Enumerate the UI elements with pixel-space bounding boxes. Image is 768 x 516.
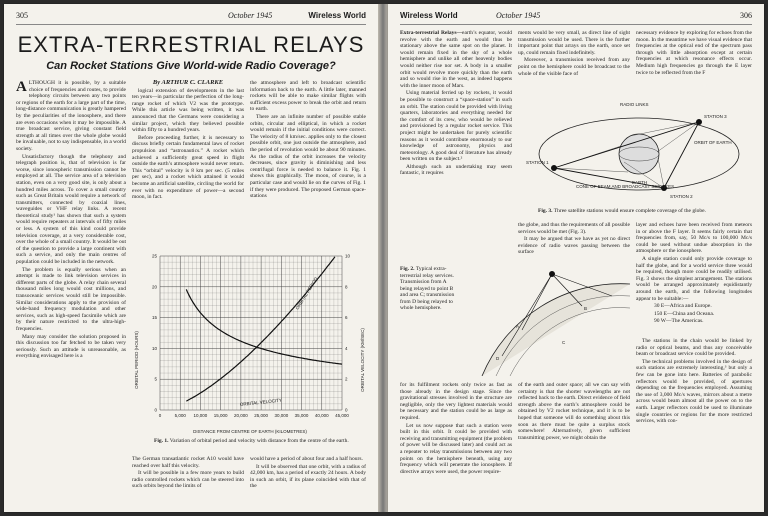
earth-circle bbox=[619, 134, 659, 174]
station-3-label: STATION 3 bbox=[704, 114, 727, 119]
paragraph: The stations in the chain would be linked by radio or optical beams, and thus any conceivable beam or broadcast service could be provided. bbox=[636, 338, 752, 358]
area-c-label: C bbox=[562, 340, 566, 345]
x-tick-label: 20,000 bbox=[234, 413, 248, 418]
y-tick-label-left: 15 bbox=[151, 315, 157, 321]
right-page bbox=[388, 4, 764, 512]
y-axis-left-title: ORBITAL PERIOD (HOURS) bbox=[134, 331, 139, 389]
y-tick-label-right: 2 bbox=[345, 376, 348, 382]
x-tick-label: 15,000 bbox=[213, 413, 228, 418]
radio-links-label: RADIO LINKS bbox=[620, 102, 649, 107]
right-column-3 bbox=[636, 30, 752, 96]
left-page-header bbox=[16, 10, 366, 25]
page-number: 305 bbox=[16, 11, 28, 20]
y-tick-label-left: 20 bbox=[151, 284, 157, 290]
x-tick-label: 25,000 bbox=[254, 413, 268, 418]
figure-3-caption: Fig. 3. Three satellite stations would ensure complete coverage of the globe. bbox=[538, 208, 706, 214]
x-tick-label: 10,000 bbox=[193, 413, 208, 418]
x-tick-label: 5,000 bbox=[174, 413, 186, 418]
right-page-header bbox=[400, 10, 752, 25]
article-title: EXTRA-TERRESTRIAL RELAYS bbox=[17, 32, 365, 57]
left-column-2-bottom bbox=[132, 456, 244, 508]
paragraph: Although such an undertaking may seem fantastic, it requires bbox=[400, 163, 512, 177]
y-tick-label-right: 4 bbox=[345, 345, 348, 351]
cone-of-beam-label: CONE OF BEAM AND BROADCAST SERVICES bbox=[576, 184, 675, 189]
left-column-3 bbox=[250, 80, 366, 244]
paragraph: the atmosphere and left to broadcast scientific information back to the earth. A little later, manned rockets will be able to make similar flights with sufficient excess power to break the orbit and return to earth. bbox=[250, 80, 366, 113]
x-tick-label: 30,000 bbox=[274, 413, 289, 418]
magazine-name: Wireless World bbox=[308, 11, 366, 20]
paragraph: ments would be very small, as direct line of sight transmission would be used. There is the further important point that arrays on the earth, once set up, could remain fixed indefinitely. bbox=[518, 30, 630, 56]
y-tick-label-left: 25 bbox=[151, 253, 157, 259]
longitude-item: 90 W—The Americas. bbox=[654, 318, 704, 325]
paragraph: of the earth and outer space; all we can say with certainty is that the shorter wavelengths are not reflected back to the earth. Direct evidence of field strength above the earth’s atmosphere could be obtained by V2 rocket technique, and it is to be hoped that someone will do something about this soon as there must be quite a surplus stock somewhere! Alternatively, given sufficient transmitting power, we might obtain the bbox=[518, 382, 630, 441]
paragraph: for its fulfilment rockets only twice as fast as those already in the design stage. Since the gravitational stresses involved in the structure are negligible, only the very lightest materials would be necessary and the station could be as large as required. bbox=[400, 382, 512, 421]
paragraph: It may be argued that we have as yet no direct evidence of radio waves passing between the surface bbox=[518, 236, 630, 256]
paragraph: It will be possible in a few more years to build radio controlled rockets which can be steered into such orbits beyond the limits of bbox=[132, 470, 244, 490]
earth-label: EARTH bbox=[632, 180, 648, 185]
left-page bbox=[4, 4, 378, 512]
longitude-item: 30 E—Africa and Europe. bbox=[654, 303, 712, 310]
earth-surface-arc bbox=[482, 284, 630, 376]
paragraph: Using material ferried up by rockets, it would be possible to construct a “space-station” in such an orbit. The station could be provided with living quarters, laboratories and everything needed for the comfort of its crew, who would be relieved and provisioned by a regular rocket service. This project might be undertaken for purely scientific reasons as it would contribute enormously to our knowledge of astronomy, physics and meteorology. A good deal of literature has already been written on the subject.² bbox=[400, 90, 512, 163]
orbital-velocity-label: ORBITAL VELOCITY bbox=[239, 397, 283, 407]
right-column-3-bottom bbox=[636, 338, 752, 508]
point-d-label: D bbox=[496, 356, 500, 361]
paragraph: There are an infinite number of possible stable orbits, circular and elliptical, in which a rocket would remain if the initial conditions were correct. The velocity of 8 km/sec. applies only to the closest possible orbit, one just outside the atmosphere, and the period of revolution would be about 90 minutes. As the radius of the orbit increases the velocity decreases, since gravity is diminishing and less centrifugal force is needed to balance it. Fig. 1 shows this graphically. The moon, of course, is a particular case and would lie on the curves of Fig. 1 if they were produced. The proposed German space-stations bbox=[250, 113, 366, 200]
drop-cap: A bbox=[16, 80, 27, 95]
y-tick-label-left: 0 bbox=[154, 407, 157, 413]
point-a-label: A bbox=[516, 324, 520, 329]
station-1-label: STATION 1 bbox=[526, 160, 549, 165]
station-3-marker bbox=[696, 119, 702, 125]
left-column-1 bbox=[16, 80, 126, 508]
orbital-velocity-curve bbox=[186, 289, 342, 364]
point-b-label: B bbox=[584, 306, 588, 311]
issue-date: October 1945 bbox=[228, 11, 273, 20]
right-column-3-middle bbox=[636, 222, 752, 334]
paragraph: Unsatisfactory though the telephony and telegraph position is, that of television is far worse, since ionospheric transmission cannot be employed at all. The service area of a television station, even on a very good site, is only about a hundred miles across. To cover a small country such as Great Britain would require a network of transmitters, connected by coaxial lines, waveguides or VHF relay links. A recent theoretical study¹ has shown that such a system would require repeaters at intervals of fifty miles or less. A system of this kind could provide television coverage, at a very considerable cost, over the whole of a small country. It would be out of the question to provide a large continent with such a service, and only the main centres of population could be included in the network. bbox=[16, 153, 126, 266]
paragraph: Extra-terrestrial Relays—earth’s equator, would revolve with the earth and would thus be stationary above the same spot on the planet. It would remain fixed in the sky of a whole hemisphere and unlike all other heavenly bodies would neither rise nor set. A body in a smaller orbit would revolve more quickly than the earth and so would rise in the west, as indeed happens with the inner moon of Mars. bbox=[400, 30, 512, 89]
paragraph: layer and echoes have been received from meteors in or above the F layer. It seems fairly certain that frequencies from, say, 50 Mc/s to 100,000 Mc/s could be used without undue absorption in the atmosphere or the ionosphere. bbox=[636, 222, 752, 255]
paragraph: logical extension of developments in the last ten years—in particular the perfection of the long-range rocket of which V2 was the prototype. While this article was being written, it was announced that the Germans were considering a similar project, which they believed possible within fifty to a hundred years. bbox=[132, 87, 244, 134]
station-1-marker bbox=[551, 165, 557, 171]
y-tick-label-right: 6 bbox=[345, 315, 348, 321]
figure-1-chart bbox=[130, 250, 370, 436]
byline: By ARTHUR C. CLARKE bbox=[152, 80, 224, 86]
paragraph: Many may consider the solution proposed in this discussion too far fetched to be taken very seriously. Such an attitude is unreasonable, as everything envisaged here is a bbox=[16, 333, 126, 360]
y-tick-label-left: 5 bbox=[154, 376, 157, 382]
y-axis-right-title: ORBITAL VELOCITY (KM/SEC) bbox=[360, 328, 365, 392]
article-subtitle: Can Rocket Stations Give World-wide Radio Coverage? bbox=[46, 60, 336, 72]
magazine-name: Wireless World bbox=[400, 11, 458, 20]
paragraph: It will be observed that one orbit, with a radius of 42,000 km, has a period of exactly 24 hours. A body in such an orbit, if its plane coincided with that of the bbox=[250, 463, 366, 490]
orbit-of-earth-label: ORBIT OF EARTH bbox=[694, 140, 732, 145]
issue-date: October 1945 bbox=[496, 11, 541, 20]
x-axis-title: DISTANCE FROM CENTRE OF EARTH (KILOMETRES) bbox=[193, 429, 307, 434]
y-tick-label-right: 8 bbox=[345, 284, 348, 290]
page-gutter bbox=[378, 4, 388, 512]
paragraph: would have a period of about four and a half hours. bbox=[250, 456, 363, 462]
figure-1-grid bbox=[152, 254, 351, 419]
paragraph: ALTHOUGH it is possible, by a suitable choice of frequencies and routes, to provide telephony circuits between any two points or regions of the earth for a large part of the time, long-distance communication is greatly hampered by the peculiarities of the ionosphere, and there are even occasions when it may be impossible. A true broadcast service, giving constant field strength at all times over the whole globe would be invaluable, not to say indispensable, in a world society. bbox=[16, 80, 126, 152]
figure-2-diagram bbox=[462, 266, 630, 376]
paragraph: A single station could only provide coverage to half the globe, and for a world service three would be required, though more could be readily utilised. Fig. 3 shows the simplest arrangement. The stations would be arranged approximately equidistantly around the earth, and the following longitudes appear to be suitable:— bbox=[636, 255, 752, 302]
station-2-label: STATION 2 bbox=[670, 194, 693, 199]
longitude-item: 150 E—China and Oceana. bbox=[654, 310, 715, 317]
paragraph: The problem is equally serious when an attempt is made to link television services in different parts of the globe. A relay chain several thousand miles long would cost millions, and transoceanic services would still be impossible. Similar considerations apply to the provision of wide-band frequency modulation and other services, such as high-speed facsimile which are by their nature restricted to the ultra-high-frequencies. bbox=[16, 266, 126, 332]
paragraph: The German transatlantic rocket A10 would have reached over half this velocity. bbox=[132, 456, 244, 469]
paragraph: The technical problems involved in the design of such stations are extremely interesting,³ but only a few can be gone into here. Batteries of parabolic reflectors would be provided, of apertures depending on the frequencies employed. Assuming the use of 3,000 Mc/s waves, mirrors about a metre across would beam almost all the power on to the earth. Larger reflectors could be used to illuminate single countries or regions for the more restricted services, with con- bbox=[636, 358, 752, 425]
right-column-1-bottom bbox=[400, 382, 512, 508]
figure-1-caption: Fig. 1. Variation of orbital period and velocity with distance from the centre of the earth. bbox=[154, 438, 349, 444]
x-tick-label: 0 bbox=[158, 413, 162, 418]
paragraph: Let us now suppose that such a station were built in this orbit. It could be provided with receiving and transmitting equipment (the problem of power will be discussed later) and could act as a repeater to relay transmissions between any two points on the hemisphere beneath, using any frequency which will penetrate the ionosphere. If directive arrays were used, the power require- bbox=[400, 422, 512, 475]
right-column-2 bbox=[518, 30, 630, 96]
paragraph: necessary evidence by exploring for echoes from the moon. In the meantime we have visual evidence that frequencies at the optical end of the spectrum pass through with little absorption except at certain frequencies at which resonance effects occur. Medium high frequencies go through the E layer twice to be reflected from the F bbox=[636, 30, 752, 76]
x-tick-label: 45,000 bbox=[335, 413, 349, 418]
right-column-2-middle bbox=[518, 222, 630, 268]
figure-3-diagram bbox=[524, 96, 754, 208]
page-number: 306 bbox=[740, 11, 752, 20]
paragraph: Moreover, a transmission received from any point on the hemisphere could be broadcast to the whole of the visible face of bbox=[518, 57, 630, 77]
y-tick-label-right: 0 bbox=[345, 407, 348, 413]
x-tick-label: 40,000 bbox=[314, 413, 329, 418]
right-column-1 bbox=[400, 30, 512, 262]
relay-station-marker bbox=[549, 271, 555, 277]
paragraph: the globe, and thus the requirements of all possible services would be met (Fig. 3). bbox=[518, 222, 630, 235]
y-tick-label-right: 10 bbox=[345, 253, 351, 259]
left-column-2 bbox=[132, 80, 244, 244]
paragraph: Before proceeding further, it is necessary to discuss briefly certain fundamental laws of rocket propulsion and “astronautics.” A rocket which achieved a sufficiently great speed in flight outside the earth’s atmosphere would never return. This “orbital” velocity is 8 km per sec. (5 miles per sec), and a rocket which attained it would become an artificial satellite, circling the world for ever with no expenditure of power—a second moon, in fact. bbox=[132, 134, 244, 201]
orbital-period-label: ORBITAL PERIOD bbox=[294, 276, 319, 311]
left-column-3-bottom bbox=[250, 456, 366, 508]
right-column-2-bottom bbox=[518, 382, 630, 508]
y-tick-label-left: 10 bbox=[151, 345, 157, 351]
x-tick-label: 35,000 bbox=[294, 413, 309, 418]
figure-2-caption: Fig. 2. Typical extra-terrestrial relay services. Transmission from A being relayed to point B and area C; transmission from D being relayed to whole hemisphere. bbox=[400, 266, 455, 311]
